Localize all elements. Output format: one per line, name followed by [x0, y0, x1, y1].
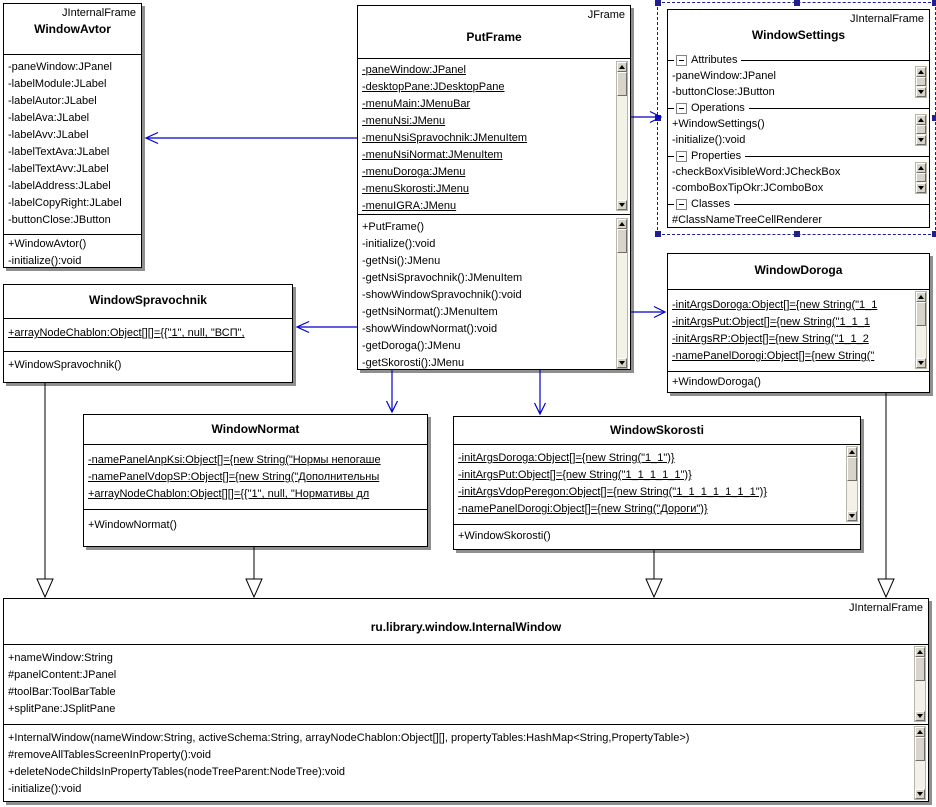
- scroll-up-button[interactable]: [617, 62, 627, 72]
- method-row[interactable]: -showWindowNormat():void: [362, 323, 498, 335]
- class-box-internalwindow[interactable]: [3, 598, 929, 802]
- selection-handle[interactable]: [932, 0, 936, 6]
- scrollbar-track[interactable]: [916, 326, 926, 358]
- operations-scrollbar[interactable]: [915, 114, 927, 146]
- class-name: WindowSpravochnik: [89, 293, 207, 307]
- association-putframe-windowskorosti[interactable]: [535, 370, 546, 414]
- scroll-down-button[interactable]: [915, 789, 925, 799]
- section-header-properties[interactable]: [668, 148, 929, 164]
- association-putframe-windowdoroga[interactable]: [631, 307, 665, 318]
- field-row[interactable]: -menuIGRA:JMenu: [362, 200, 457, 212]
- field-row[interactable]: -paneWindow:JPanel: [672, 70, 776, 82]
- field-row[interactable]: -namePanelAnpKsi:Object[]={new String("Нормы непогаше: [88, 454, 381, 466]
- field-row[interactable]: +arrayNodeChablon:Object[][]={{"1", null, "Нормативы дл: [88, 488, 370, 500]
- arrow-down-icon: [849, 514, 855, 518]
- generalization-windowspravochnik-internalwindow[interactable]: [37, 383, 53, 597]
- method-row[interactable]: +PutFrame(): [362, 221, 425, 233]
- section-label: Attributes: [691, 54, 738, 66]
- method-row[interactable]: +WindowSkorosti(): [458, 530, 551, 542]
- method-row[interactable]: -showWindowSpravochnik():void: [362, 289, 522, 301]
- scrollbar-thumb[interactable]: [916, 173, 926, 182]
- field-row[interactable]: -namePanelDorogi:Object[]={new String("Дороги")}: [458, 503, 708, 515]
- fields-scrollbar[interactable]: [846, 446, 858, 522]
- section-header-attributes[interactable]: [668, 52, 929, 68]
- scroll-up-button[interactable]: [915, 647, 925, 657]
- field-row[interactable]: -menuSkorosti:JMenu: [362, 183, 469, 195]
- class-name: WindowDoroga: [754, 263, 843, 277]
- scrollbar-thumb[interactable]: [916, 302, 926, 326]
- arrow-up-icon: [619, 65, 625, 69]
- method-row[interactable]: -getDoroga():JMenu: [362, 340, 461, 352]
- scroll-up-button[interactable]: [847, 447, 857, 457]
- arrow-up-icon: [917, 730, 923, 734]
- arrow-up-icon: [849, 450, 855, 454]
- arrow-down-icon: [619, 203, 625, 207]
- tree-line: [734, 204, 929, 205]
- scroll-down-button[interactable]: [916, 87, 926, 97]
- scroll-down-button[interactable]: [916, 358, 926, 368]
- section-label: Operations: [691, 102, 745, 114]
- arrow-up-icon: [918, 118, 924, 122]
- scroll-up-button[interactable]: [916, 115, 926, 125]
- field-row[interactable]: -desktopPane:JDesktopPane: [362, 81, 505, 93]
- association-putframe-windowspravochnik[interactable]: [297, 322, 357, 333]
- class-box-windowavtor[interactable]: [3, 3, 142, 268]
- scrollbar-thumb[interactable]: [617, 72, 627, 96]
- section-label: Classes: [691, 198, 731, 210]
- section-label: Properties: [691, 150, 742, 162]
- method-row[interactable]: +WindowNormat(): [88, 519, 177, 531]
- scroll-down-button[interactable]: [915, 711, 925, 721]
- tree-line: [668, 156, 674, 157]
- methods-scrollbar[interactable]: [616, 218, 628, 369]
- method-row[interactable]: -initialize():void: [362, 238, 436, 250]
- collapse-icon[interactable]: [676, 151, 687, 162]
- class-stereotype: JInternalFrame: [62, 7, 136, 19]
- field-row[interactable]: -labelAutor:JLabel: [8, 95, 97, 107]
- scroll-up-button[interactable]: [915, 727, 925, 737]
- field-row[interactable]: -menuDoroga:JMenu: [362, 166, 466, 178]
- method-row[interactable]: +WindowAvtor(): [8, 238, 87, 250]
- arrow-up-icon: [917, 650, 923, 654]
- field-row[interactable]: -menuNsiNormat:JMenuItem: [362, 149, 503, 161]
- tree-line: [741, 60, 929, 61]
- generalization-windownormat-internalwindow[interactable]: [246, 547, 262, 597]
- selection-handle[interactable]: [794, 0, 800, 6]
- scrollbar-thumb[interactable]: [847, 457, 857, 481]
- method-row[interactable]: +WindowSpravochnik(): [8, 359, 122, 371]
- field-row[interactable]: -initArgsPut:Object[]={new String("1_1_1: [672, 316, 871, 328]
- generalization-windowskorosti-internalwindow[interactable]: [646, 550, 662, 597]
- scrollbar-thumb[interactable]: [916, 125, 926, 134]
- arrow-down-icon: [918, 90, 924, 94]
- arrow-up-icon: [918, 166, 924, 170]
- method-row[interactable]: -getNsi():JMenu: [362, 255, 441, 267]
- collapse-icon[interactable]: [676, 103, 687, 114]
- arrow-down-icon: [918, 186, 924, 190]
- fields-scrollbar[interactable]: [914, 646, 926, 722]
- field-row[interactable]: -checkBoxVisibleWord:JCheckBox: [672, 166, 841, 178]
- field-row[interactable]: -paneWindow:JPanel: [362, 64, 466, 76]
- collapse-icon[interactable]: [676, 55, 687, 66]
- section-header-operations[interactable]: [668, 100, 929, 116]
- field-row[interactable]: -menuNsi:JMenu: [362, 115, 446, 127]
- field-row[interactable]: -initArgsDoroga:Object[]={new String("1_1")}: [458, 452, 675, 464]
- class-box-putframe[interactable]: [357, 5, 631, 370]
- field-row[interactable]: -comboBoxTipOkr:JComboBox: [672, 182, 824, 194]
- arrow-down-icon: [917, 714, 923, 718]
- generalization-windowdoroga-internalwindow[interactable]: [878, 393, 894, 597]
- field-row[interactable]: -paneWindow:JPanel: [8, 61, 112, 73]
- method-row[interactable]: #removeAllTablesScreenInProperty():void: [8, 749, 211, 761]
- field-row[interactable]: -initArgsDoroga:Object[]={new String("1_1: [672, 299, 878, 311]
- selection-handle[interactable]: [655, 0, 661, 6]
- scroll-down-button[interactable]: [617, 200, 627, 210]
- class-name: WindowNormat: [211, 422, 300, 436]
- scrollbar-track[interactable]: [915, 761, 925, 789]
- field-row[interactable]: -buttonClose:JButton: [8, 214, 111, 226]
- tree-line: [668, 108, 674, 109]
- selection-handle[interactable]: [655, 231, 661, 237]
- method-row[interactable]: -getNsiNormat():JMenuItem: [362, 306, 498, 318]
- fields-scrollbar[interactable]: [616, 61, 628, 211]
- association-putframe-windownormat[interactable]: [387, 370, 398, 412]
- field-row[interactable]: +nameWindow:String: [8, 652, 113, 664]
- properties-scrollbar[interactable]: [915, 162, 927, 194]
- selection-handle[interactable]: [655, 115, 661, 121]
- class-name: PutFrame: [466, 30, 522, 44]
- arrow-up-icon: [918, 295, 924, 299]
- scroll-down-button[interactable]: [916, 183, 926, 193]
- class-box-windowspravochnik[interactable]: [3, 284, 293, 383]
- class-stereotype: JInternalFrame: [850, 13, 924, 25]
- field-row[interactable]: -labelAvv:JLabel: [8, 129, 89, 141]
- selection-handle[interactable]: [794, 231, 800, 237]
- scroll-up-button[interactable]: [916, 163, 926, 173]
- field-row[interactable]: #panelContent:JPanel: [8, 669, 117, 681]
- tree-line: [745, 156, 929, 157]
- method-row[interactable]: +InternalWindow(nameWindow:String, activeSchema:String, arrayNodeChablon:Object[][], propertyTables:HashMap<String,PropertyTable>): [8, 732, 690, 744]
- arrow-up-icon: [918, 70, 924, 74]
- field-row[interactable]: -labelTextAvv:JLabel: [8, 163, 109, 175]
- field-row[interactable]: -labelAddress:JLabel: [8, 180, 111, 192]
- attributes-scrollbar[interactable]: [915, 66, 927, 98]
- field-row[interactable]: +arrayNodeChablon:Object[][]={{"1", null, "ВСП",: [8, 327, 245, 339]
- arrow-up-icon: [619, 222, 625, 226]
- fields-scrollbar[interactable]: [915, 291, 927, 369]
- field-row[interactable]: -menuNsiSpravochnik:JMenuItem: [362, 132, 528, 144]
- class-box-windownormat[interactable]: [83, 414, 428, 547]
- field-row[interactable]: #toolBar:ToolBarTable: [8, 686, 116, 698]
- scroll-up-button[interactable]: [617, 219, 627, 229]
- class-box-windowskorosti[interactable]: [453, 416, 861, 550]
- arrow-down-icon: [619, 361, 625, 365]
- method-row[interactable]: +deleteNodeChildsInPropertyTables(nodeTreeParent:NodeTree):void: [8, 766, 346, 778]
- association-putframe-windowavtor[interactable]: [146, 133, 357, 144]
- scrollbar-thumb[interactable]: [915, 657, 925, 681]
- scrollbar-track[interactable]: [617, 253, 627, 358]
- arrow-down-icon: [917, 792, 923, 796]
- class-name: WindowSkorosti: [610, 423, 704, 437]
- collapse-icon[interactable]: [676, 199, 687, 210]
- scroll-up-button[interactable]: [916, 67, 926, 77]
- method-row[interactable]: +WindowSettings(): [672, 118, 765, 130]
- scroll-down-button[interactable]: [617, 358, 627, 368]
- methods-scrollbar[interactable]: [914, 726, 926, 800]
- scroll-down-button[interactable]: [916, 135, 926, 145]
- scrollbar-thumb[interactable]: [915, 737, 925, 761]
- field-row[interactable]: -menuMain:JMenuBar: [362, 98, 471, 110]
- field-row[interactable]: -initArgsVdopPeregon:Object[]={new String("1_1_1_1_1_1_1")}: [458, 486, 767, 498]
- class-name: WindowSettings: [751, 28, 846, 42]
- arrow-down-icon: [918, 361, 924, 365]
- method-row[interactable]: +WindowDoroga(): [672, 376, 761, 388]
- field-row[interactable]: -initArgsPut:Object[]={new String("1_1_1_1_1")}: [458, 469, 692, 481]
- selection-handle[interactable]: [932, 231, 936, 237]
- class-stereotype: JInternalFrame: [849, 602, 923, 614]
- class-box-windowdoroga[interactable]: [667, 253, 930, 393]
- class-box-windowsettings[interactable]: [667, 9, 930, 228]
- scrollbar-thumb[interactable]: [617, 229, 627, 253]
- method-row[interactable]: -getNsiSpravochnik():JMenuItem: [362, 272, 523, 284]
- tree-line: [668, 60, 674, 61]
- field-row[interactable]: -labelModule:JLabel: [8, 78, 107, 90]
- field-row[interactable]: -initArgsRP:Object[]={new String("1_1_2: [672, 333, 869, 345]
- scrollbar-thumb[interactable]: [916, 77, 926, 86]
- method-row[interactable]: -initialize():void: [8, 783, 82, 795]
- field-row[interactable]: -labelTextAva:JLabel: [8, 146, 110, 158]
- scrollbar-track[interactable]: [617, 96, 627, 200]
- field-row[interactable]: -labelCopyRight:JLabel: [8, 197, 122, 209]
- class-name: ru.library.window.InternalWindow: [370, 620, 562, 634]
- scrollbar-track[interactable]: [847, 481, 857, 511]
- field-row[interactable]: -namePanelVdopSP:Object[]={new String("Дополнительны: [88, 471, 380, 483]
- tree-line: [749, 108, 929, 109]
- method-row[interactable]: -initialize():void: [672, 134, 746, 146]
- scroll-down-button[interactable]: [847, 511, 857, 521]
- method-row[interactable]: -getSkorosti():JMenu: [362, 357, 465, 369]
- section-header-classes[interactable]: [668, 196, 929, 212]
- method-row[interactable]: -initialize():void: [8, 255, 82, 267]
- field-row[interactable]: -labelAva:JLabel: [8, 112, 90, 124]
- class-name: WindowAvtor: [34, 22, 111, 36]
- field-row[interactable]: -buttonClose:JButton: [672, 86, 775, 98]
- selection-handle[interactable]: [932, 115, 936, 121]
- class-stereotype: JFrame: [587, 9, 625, 21]
- tree-line: [668, 204, 674, 205]
- scrollbar-track[interactable]: [915, 681, 925, 711]
- arrow-down-icon: [918, 138, 924, 142]
- scroll-up-button[interactable]: [916, 292, 926, 302]
- field-row[interactable]: -namePanelDorogi:Object[]={new String(": [672, 350, 875, 362]
- field-row[interactable]: #ClassNameTreeCellRenderer: [672, 214, 822, 226]
- field-row[interactable]: +splitPane:JSplitPane: [8, 703, 116, 715]
